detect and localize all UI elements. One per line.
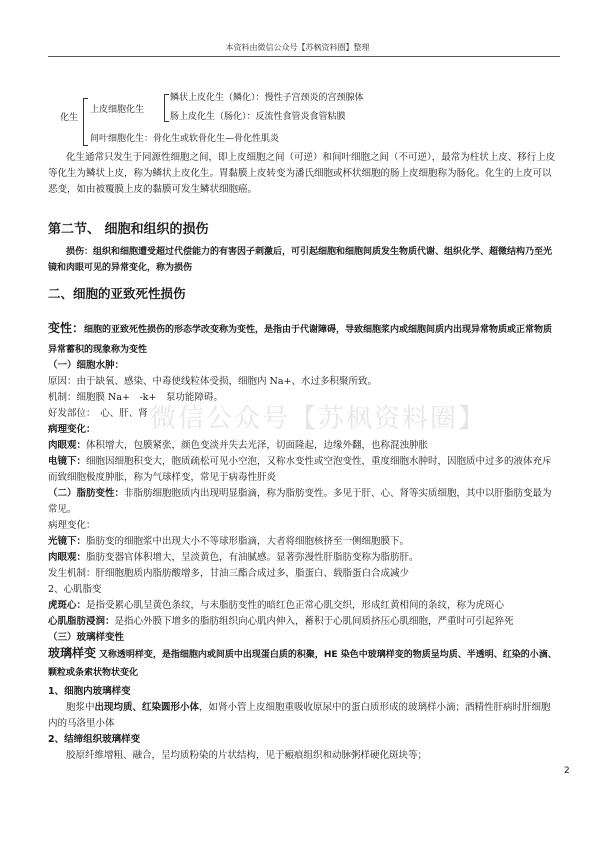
hyaline-definition <box>48 644 560 682</box>
cell-edema-pathology-label: 病理变化： <box>48 424 96 435</box>
fatty-lm <box>48 534 560 550</box>
fatty-desc: 非脂肪细胞胞质内出现明显脂滴，称为脂肪变性。多见于肝、心、肾等实质细胞，其中以肝脂肪变最为常见。 <box>48 488 552 515</box>
tiger-heart <box>48 598 560 614</box>
tree-squamous: 鳞状上皮化生（鳞化）：慢性子宫颈炎的宫颈腺体 <box>170 93 364 103</box>
degen-label: 变性： <box>48 321 85 335</box>
section-heading: 第二节、 细胞和组织的损伤 <box>48 222 209 237</box>
watermark: 微信公众号【苏枫资料圈】 <box>150 404 487 434</box>
fatty-gross <box>48 550 560 566</box>
injury-definition <box>48 244 560 276</box>
lm-text: 脂肪变的细胞浆中出现大小不等球形脂滴，大者将细胞核挤至一侧细胞膜下。 <box>86 536 410 547</box>
metaplasia-tree <box>60 94 480 150</box>
s1-c: ，如肾小管上皮细胞重吸收原尿中的蛋白质形成的玻璃样小滴；酒精性肝病时肝细胞内的马洛里小体 <box>48 702 551 729</box>
injury-text: 组织和细胞遭受超过代偿能力的有害因子刺激后，可引起细胞和细胞间质发生物质代谢、组织化学、超微结构乃至光镜和肉眼可见的异常变化，称为损伤 <box>48 247 553 273</box>
tree-bracket <box>83 98 88 146</box>
cell-edema-cause: 原因：由于缺氧、感染、中毒使线粒体受损，细胞内 Na+、水过多积聚所致。 <box>48 376 377 387</box>
degen-text: 细胞的亚致死性损伤的形态学改变称为变性，是指由于代谢障碍，导致细胞浆内或细胞间质内出现异常物质或正常物质异常蓄积的现象称为变性 <box>48 325 553 355</box>
hyaline-subsections <box>48 684 560 764</box>
infil-text: 是指心外膜下增多的脂肪组织向心肌内伸入，蓄积于心肌间质挤压心肌细胞，严重时可引起猝死 <box>114 616 514 627</box>
hyaline-s1-title: 1、细胞内玻璃样变 <box>48 686 131 697</box>
hyaline-text: 又称透明样变，是指细胞内或间质中出现蛋白质的积聚，HE 染色中玻璃样变的物质呈均质、半透明、红染的小滴、颗粒或条索状物状变化 <box>48 650 557 678</box>
page-number: 2 <box>564 766 570 776</box>
tree-mesenchymal: 间叶细胞化生：骨化生或软骨化生—骨化性肌炎 <box>90 134 280 144</box>
metaplasia-paragraph: 化生通常只发生于同源性细胞之间，即上皮细胞之间（可逆）和间叶细胞之间（不可逆），最常为柱状上皮、移行上皮等化生为鳞状上皮，称为鳞状上皮化生。胃黏膜上皮转变为潘氏细胞或杯状细胞的肠上皮细胞称为肠化。化生的上皮可以恶变，如由被覆膜上皮的黏膜可发生鳞状细胞癌。 <box>48 152 556 195</box>
fatty-gross-label: 肉眼观： <box>48 552 87 563</box>
gross-text: 体积增大，包膜紧张，颜色变淡并失去光泽，切面隆起，边缘外翻，也称混浊肿胀 <box>86 440 429 451</box>
tree-root: 化生 <box>60 113 79 123</box>
hyaline-s1-text <box>48 700 560 732</box>
cell-edema-sites: 好发部位： 心、肝、肾 <box>48 408 148 419</box>
cell-edema-mechanism: 机制：细胞膜 Na+ -k+ 泵功能障碍。 <box>48 392 223 403</box>
tree-intestinal: 肠上皮化生（肠化）：反流性食管炎食管粘膜 <box>170 112 346 122</box>
cell-edema-block <box>48 358 560 486</box>
tiger-text: 是指受累心肌呈黄色条纹，与未脂肪变性的暗红色正常心肌交织，形成红黄相间的条纹，称为虎斑心 <box>86 600 505 611</box>
injury-label: 损伤： <box>66 247 94 257</box>
cell-edema-title: （一）细胞水肿： <box>48 360 125 371</box>
hyaline-s2-title: 2、结缔组织玻璃样变 <box>48 734 141 745</box>
s1-a: 胞浆中 <box>66 702 95 713</box>
sublethal-heading: 二、细胞的亚致死性损伤 <box>48 286 186 301</box>
fatty-intro <box>48 486 560 518</box>
tree-epithelial: 上皮细胞化生 <box>90 105 145 115</box>
fatty-block <box>48 486 560 646</box>
hyaline-s2-text: 胶原纤维增粗、融合，呈均质粉染的片状结构，见于瘢痕组织和动脉粥样硬化斑块等； <box>66 750 428 761</box>
s1-b: 出现均质、红染圆形小体 <box>94 702 200 713</box>
cell-edema-gross <box>48 438 560 454</box>
degeneration-definition <box>48 318 560 360</box>
header-rule <box>48 56 560 57</box>
infil-label: 心肌脂肪浸润： <box>48 616 115 627</box>
fatty-mechanism: 发生机制：肝细胞胞质内脂肪酸增多，甘油三酯合成过多，脂蛋白、载脂蛋白合成减少 <box>48 568 410 579</box>
fat-infiltration <box>48 614 560 630</box>
cell-edema-micro <box>48 454 560 486</box>
fatty-pathology-label: 病理变化： <box>48 520 96 531</box>
micro-label: 电镜下： <box>48 456 87 467</box>
tree-sub-bracket <box>164 94 169 122</box>
gross-label: 肉眼观： <box>48 440 87 451</box>
micro-text: 细胞因细胞积变大，胞质疏松可见小空泡，又称水变性或空泡变性，重度细胞水肿时，因胞质中过多的液体充斥而致细胞极度肿胀，称为气球样变，常见于病毒性肝炎 <box>48 456 552 483</box>
fatty-gross-text: 脂肪变器官体积增大，呈淡黄色，有油腻感。显著弥漫性肝脂肪变称为脂肪肝。 <box>86 552 419 563</box>
page-header: 本资料由微信公众号【苏枫资料圈】整理 <box>225 43 370 52</box>
heart-title: 2、心肌脂变 <box>48 584 102 595</box>
hyaline-title: （三）玻璃样变性 <box>48 632 125 643</box>
tiger-label: 虎斑心： <box>48 600 87 611</box>
hyaline-label: 玻璃样变 <box>48 646 97 660</box>
fatty-title: （二）脂肪变性： <box>48 488 125 499</box>
lm-label: 光镜下： <box>48 536 87 547</box>
